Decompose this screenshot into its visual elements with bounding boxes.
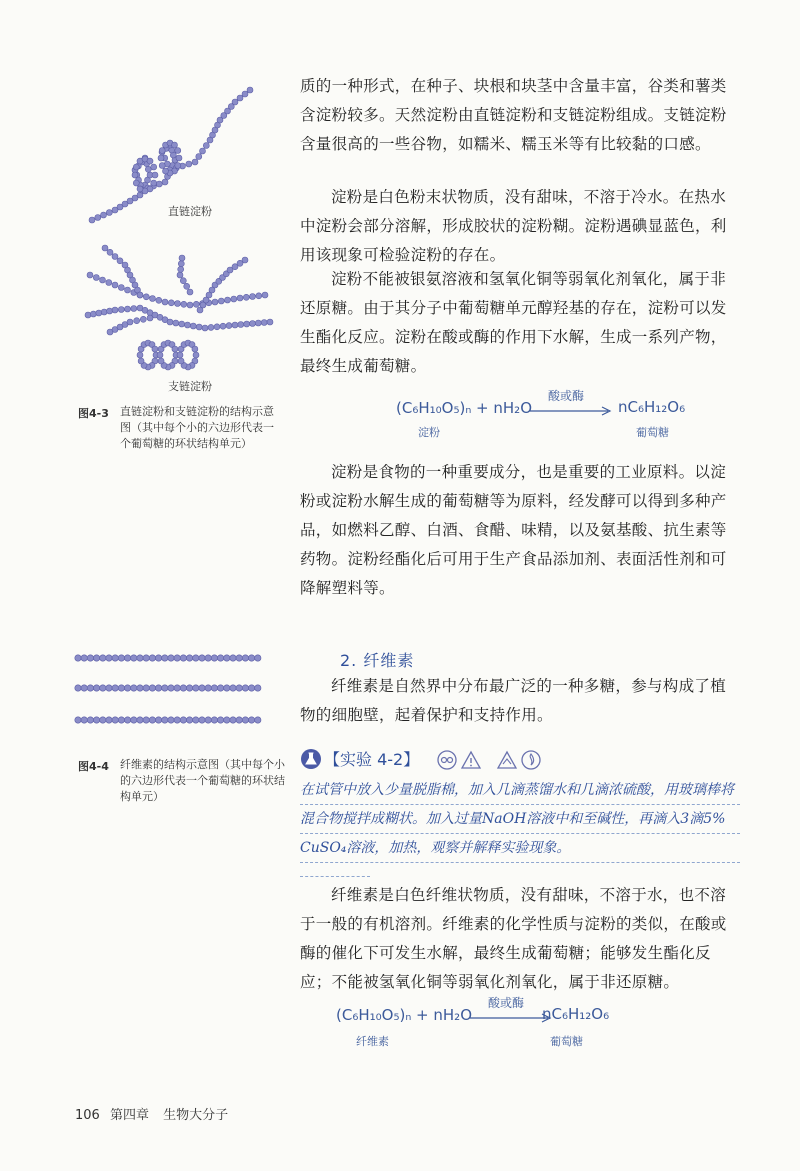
- equation-reactant-label: 淀粉: [418, 426, 440, 439]
- equation-product: nC₆H₁₂O₆: [542, 1005, 610, 1023]
- figure-4-3-illustration: [70, 70, 290, 390]
- paragraph-starch-intro: 质的一种形式，在种子、块根和块茎中含量丰富，谷类和薯类含淀粉较多。天然淀粉由直链淀粉和支链淀粉组成。支链淀粉含量很高的一些谷物，如糯米、糯玉米等有比较黏的口感。: [300, 77, 727, 153]
- hazard-warning-icon: [460, 750, 482, 770]
- equation-reactant: (C₆H₁₀O₅)ₙ + nH₂O: [396, 399, 533, 417]
- equation-starch-hydrolysis: [396, 389, 716, 444]
- chapter-title: 生物大分子: [163, 1108, 229, 1123]
- equation-condition: 酸或酶: [548, 389, 585, 403]
- reaction-arrow-icon: [530, 406, 614, 416]
- experiment-title: 【实验 4-2】: [324, 750, 420, 769]
- paragraph-starch-reactions: 淀粉不能被银氨溶液和氢氧化铜等弱氧化剂氧化，属于非还原糖。由于其分子中葡萄糖单元醇羟基的存在，淀粉可以发生酯化反应。淀粉在酸或酶的作用下水解，生成一系列产物，最终生成葡萄糖。: [300, 270, 727, 375]
- label-branched-starch: 支链淀粉: [168, 380, 212, 393]
- figure-4-4-number: 图4-4: [78, 760, 109, 773]
- figure-4-3-caption: 直链淀粉和支链淀粉的结构示意图（其中每个小的六边形代表一个葡萄糖的环状结构单元）: [120, 405, 274, 450]
- experiment-instructions: 在试管中放入少量脱脂棉，加入几滴蒸馏水和几滴浓硫酸，用玻璃棒将混合物搅拌成糊状。加入过量NaOH溶液中和至碱性，再滴入3滴5% CuSO₄溶液，加热，观察并解释实验现象。: [300, 782, 734, 856]
- equation-condition: 酸或酶: [488, 996, 525, 1010]
- flask-icon: [300, 748, 322, 770]
- equation-cellulose-hydrolysis: [336, 996, 656, 1051]
- paragraph-cellulose-intro: 纤维素是自然界中分布最广泛的一种多糖，参与构成了植物的细胞壁，起着保护和支持作用。: [300, 677, 727, 724]
- label-linear-starch: 直链淀粉: [168, 205, 212, 218]
- figure-4-4-illustration: [70, 640, 270, 740]
- equation-reactant: (C₆H₁₀O₅)ₙ + nH₂O: [336, 1006, 473, 1024]
- equation-reactant-label: 纤维素: [356, 1035, 389, 1048]
- paragraph-cellulose-properties: 纤维素是白色纤维状物质，没有甜味，不溶于水，也不溶于一般的有机溶剂。纤维素的化学性质与淀粉的类似，在酸或酶的催化下可发生水解，最终生成葡萄糖；能够发生酯化反应；不能被氢氧化铜等弱氧化剂氧化，属于非还原糖。: [300, 886, 727, 991]
- goggles-icon: [436, 750, 458, 770]
- figure-4-3-number: 图4-3: [78, 407, 109, 420]
- heating-icon: [520, 750, 542, 770]
- equation-product: nC₆H₁₂O₆: [618, 398, 686, 416]
- page-footer: [75, 1104, 228, 1123]
- section-title-cellulose: 2. 纤维素: [340, 651, 415, 670]
- page-number: 106: [75, 1108, 100, 1123]
- figure-4-4-caption: 纤维素的结构示意图（其中每个小的六边形代表一个葡萄糖的环状结构单元）: [120, 758, 285, 803]
- paragraph-starch-properties: 淀粉是白色粉末状物质，没有甜味，不溶于冷水。在热水中淀粉会部分溶解，形成胶状的淀粉糊。淀粉遇碘显蓝色，利用该现象可检验淀粉的存在。: [300, 188, 727, 264]
- equation-product-label: 葡萄糖: [636, 426, 669, 439]
- corrosive-warning-icon: [496, 750, 518, 770]
- paragraph-starch-uses: 淀粉是食物的一种重要成分，也是重要的工业原料。以淀粉或淀粉水解生成的葡萄糖等为原料，经发酵可以得到多种产品，如燃料乙醇、白酒、食醋、味精，以及氨基酸、抗生素等药物。淀粉经酯化后可用于生产食品添加剂、表面活性剂和可降解塑料等。: [300, 463, 727, 597]
- chapter-number: 第四章: [109, 1108, 149, 1123]
- equation-product-label: 葡萄糖: [550, 1035, 583, 1048]
